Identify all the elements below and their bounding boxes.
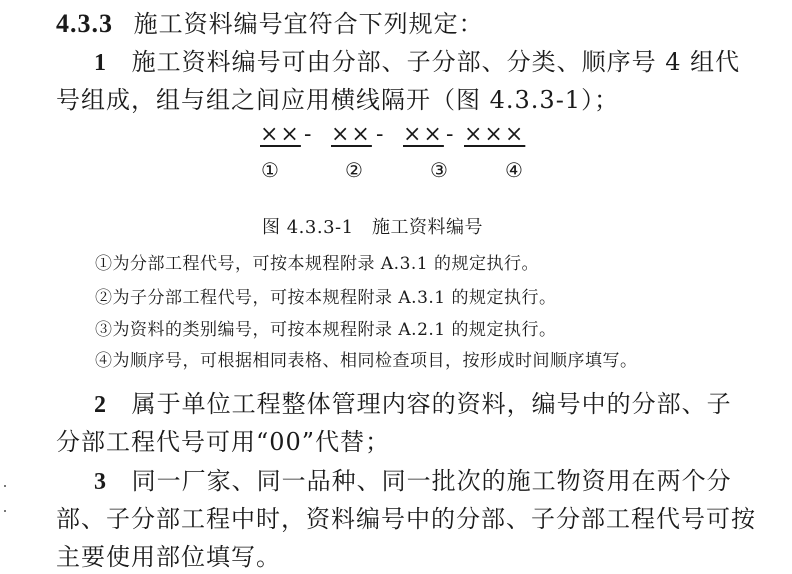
scan-mark <box>4 485 6 487</box>
code-group-4: ××× <box>464 122 526 147</box>
item-3-number: 3 <box>94 469 107 495</box>
scan-mark <box>4 510 6 512</box>
code-group-3: ×× <box>403 122 444 147</box>
item-3-line-3: 主要使用部位填写。 <box>56 543 281 571</box>
code-group-1: ×× <box>260 122 301 147</box>
code-group-2: ×× <box>331 122 372 147</box>
item-2-number: 2 <box>94 392 107 418</box>
item-2-text-1: 属于单位工程整体管理内容的资料，编号中的分部、子 <box>131 390 732 418</box>
item-2-line-1 <box>94 384 732 419</box>
figure-caption: 图 4.3.3-1 施工资料编号 <box>262 217 484 238</box>
separator-2: - <box>376 122 384 147</box>
item-1-number: 1 <box>94 50 107 76</box>
section-title: 施工资料编号宜符合下列规定： <box>133 10 484 38</box>
note-2: ②为子分部工程代号，可按本规程附录 A.3.1 的规定执行。 <box>95 288 557 308</box>
separator-3: - <box>446 122 454 147</box>
separator-1: - <box>304 122 312 147</box>
item-1-text-1: 施工资料编号可由分部、子分部、分类、顺序号 4 组代 <box>131 48 741 76</box>
item-3-line-2: 部、子分部工程中时，资料编号中的分部、子分部工程代号可按 <box>56 505 756 533</box>
section-number: 4.3.3 <box>56 9 113 38</box>
marker-1: ① <box>261 158 279 182</box>
item-1-line-2: 号组成，组与组之间应用横线隔开（图 4.3.3-1）； <box>56 86 620 114</box>
item-2-line-2: 分部工程代号可用“00”代替； <box>56 428 391 456</box>
marker-3: ③ <box>430 158 448 182</box>
note-4: ④为顺序号，可根据相同表格、相同检查项目，按形成时间顺序填写。 <box>95 351 638 371</box>
note-3: ③为资料的类别编号，可按本规程附录 A.2.1 的规定执行。 <box>95 320 557 340</box>
marker-4: ④ <box>505 158 523 182</box>
marker-2: ② <box>345 158 363 182</box>
section-heading <box>56 4 484 39</box>
item-1-line-1 <box>94 42 740 77</box>
item-3-line-1 <box>94 461 732 496</box>
item-3-text-1: 同一厂家、同一品种、同一批次的施工物资用在两个分 <box>131 467 732 495</box>
note-1: ①为分部工程代号，可按本规程附录 A.3.1 的规定执行。 <box>95 254 540 274</box>
